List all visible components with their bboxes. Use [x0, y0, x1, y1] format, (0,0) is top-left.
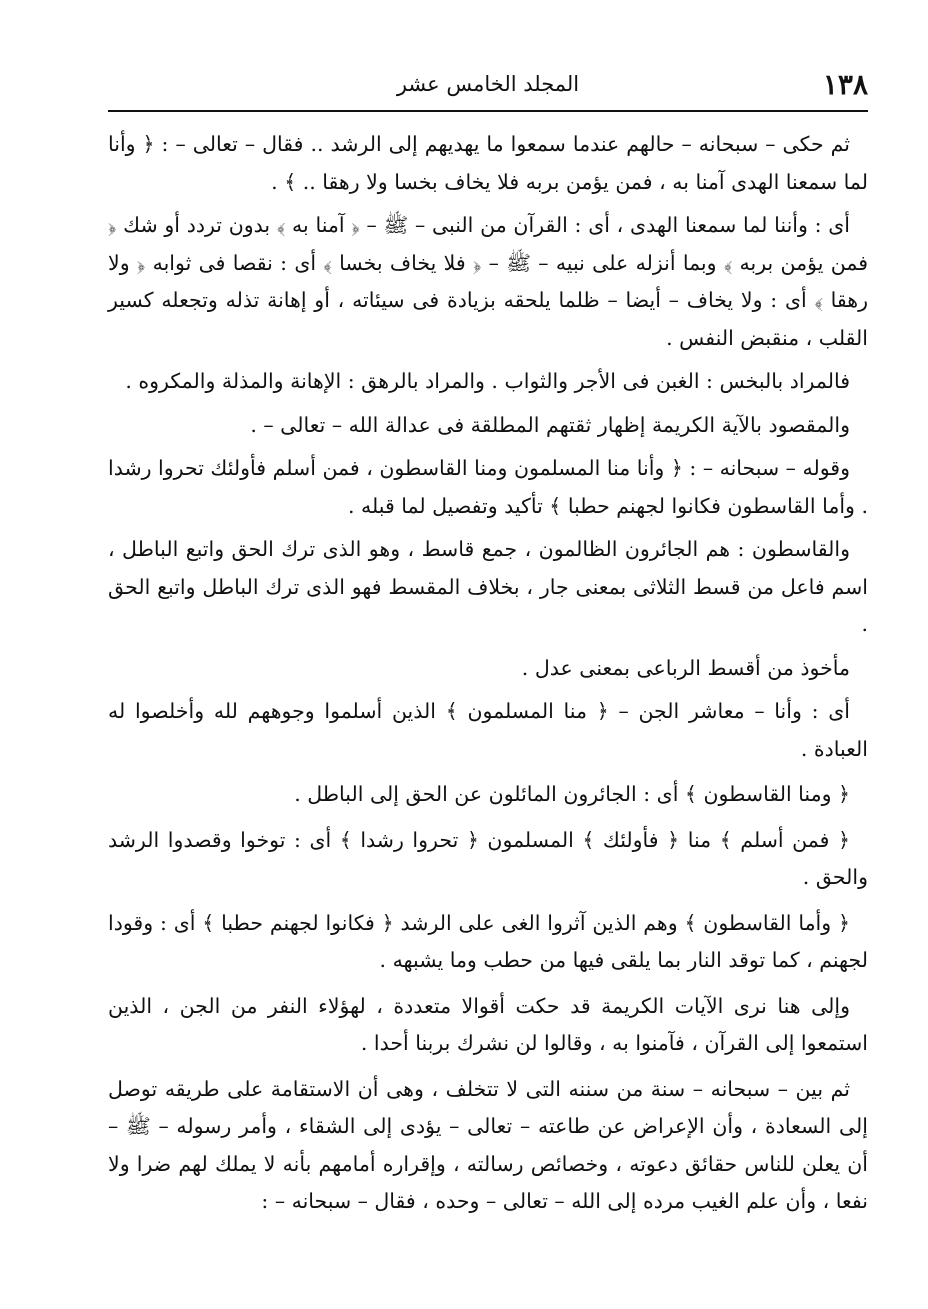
header-rule — [108, 110, 868, 112]
paragraph: أى : وأننا لما سمعنا الهدى ، أى : القرآن من النبى – ﷺ – ﴿ آمنا به ﴾ بدون تردد أو شك ﴿ فمن يؤمن بربه ﴾ وبما أنزله على نبيه – ﷺ – ﴿ فلا يخاف بخسا ﴾ أى : نقصا فى ثوابه ﴿ ولا رهقا ﴾ أى : ولا يخاف – أيضا – ظلما يلحقه بزيادة فى سيئاته ، أو إهانة تذله وتجعله كسير القلب ، منقبض النفس . — [108, 213, 868, 350]
page-number: ١٣٨ — [822, 68, 868, 101]
paragraph: والمقصود بالآية الكريمة إظهار ثقتهم المطلقة فى عدالة الله – تعالى – . — [250, 412, 850, 437]
paragraph: وقوله – سبحانه – : ﴿ وأنا منا المسلمون ومنا القاسطون ، فمن أسلم فأولئك تحروا رشدا . وأما القاسطون فكانوا لجهنم حطبا ﴾ تأكيد وتفصيل لما قبله . — [108, 456, 868, 518]
paragraph: ﴿ ومنا القاسطون ﴾ أى : الجائرون المائلون عن الحق إلى الباطل . — [294, 782, 850, 806]
running-title: المجلد الخامس عشر — [396, 72, 580, 96]
paragraph: مأخوذ من أقسط الرباعى بمعنى عدل . — [521, 655, 850, 680]
page-header — [108, 60, 868, 108]
paragraph: وإلى هنا نرى الآيات الكريمة قد حكت أقوالا متعددة ، لهؤلاء النفر من الجن ، الذين استمعوا إلى القرآن ، فآمنوا به ، وقالوا لن نشرك بربنا أحدا . — [108, 993, 868, 1055]
paragraph: فالمراد بالبخس : الغبن فى الأجر والثواب . والمراد بالرهق : الإهانة والمذلة والمكروه . — [125, 369, 850, 393]
paragraph: والقاسطون : هم الجائرون الظالمون ، جمع قاسط ، وهو الذى ترك الحق واتبع الباطل ، اسم فاعل من قسط الثلاثى بمعنى جار ، بخلاف المقسط فهو الذى ترك الباطل واتبع الحق . — [108, 537, 868, 636]
paragraph: ثم حكى – سبحانه – حالهم عندما سمعوا ما يهديهم إلى الرشد .. فقال – تعالى – : ﴿ وأنا لما سمعنا الهدى آمنا به ، فمن يؤمن بربه فلا يخاف بخسا ولا رهقا .. ﴾ . — [108, 132, 868, 194]
paragraph: أى : وأنا – معاشر الجن – ﴿ منا المسلمون ﴾ الذين أسلموا وجوههم لله وأخلصوا له العبادة . — [108, 699, 868, 761]
paragraph: ثم بين – سبحانه – سنة من سننه التى لا تتخلف ، وهى أن الاستقامة على طريقه توصل إلى السعادة ، وأن الإعراض عن طاعته – تعالى – يؤدى إلى الشقاء ، وأمر رسوله – ﷺ – أن يعلن للناس حقائق دعوته ، وخصائص رسالته ، وإقراره أمامهم بأنه لا يملك لهم ضرا ولا نفعا ، وأن علم الغيب مرده إلى الله – تعالى – وحده ، فقال – سبحانه – : — [108, 1076, 868, 1213]
paragraph: ﴿ فمن أسلم ﴾ منا ﴿ فأولئك ﴾ المسلمون ﴿ تحروا رشدا ﴾ أى : توخوا وقصدوا الرشد والحق . — [108, 827, 868, 889]
page-body — [108, 126, 868, 1227]
paragraph: ﴿ وأما القاسطون ﴾ وهم الذين آثروا الغى على الرشد ﴿ فكانوا لجهنم حطبا ﴾ أى : وقودا لجهنم ، كما توقد النار بما يلقى فيها من حطب وما يشبهه . — [108, 910, 868, 972]
